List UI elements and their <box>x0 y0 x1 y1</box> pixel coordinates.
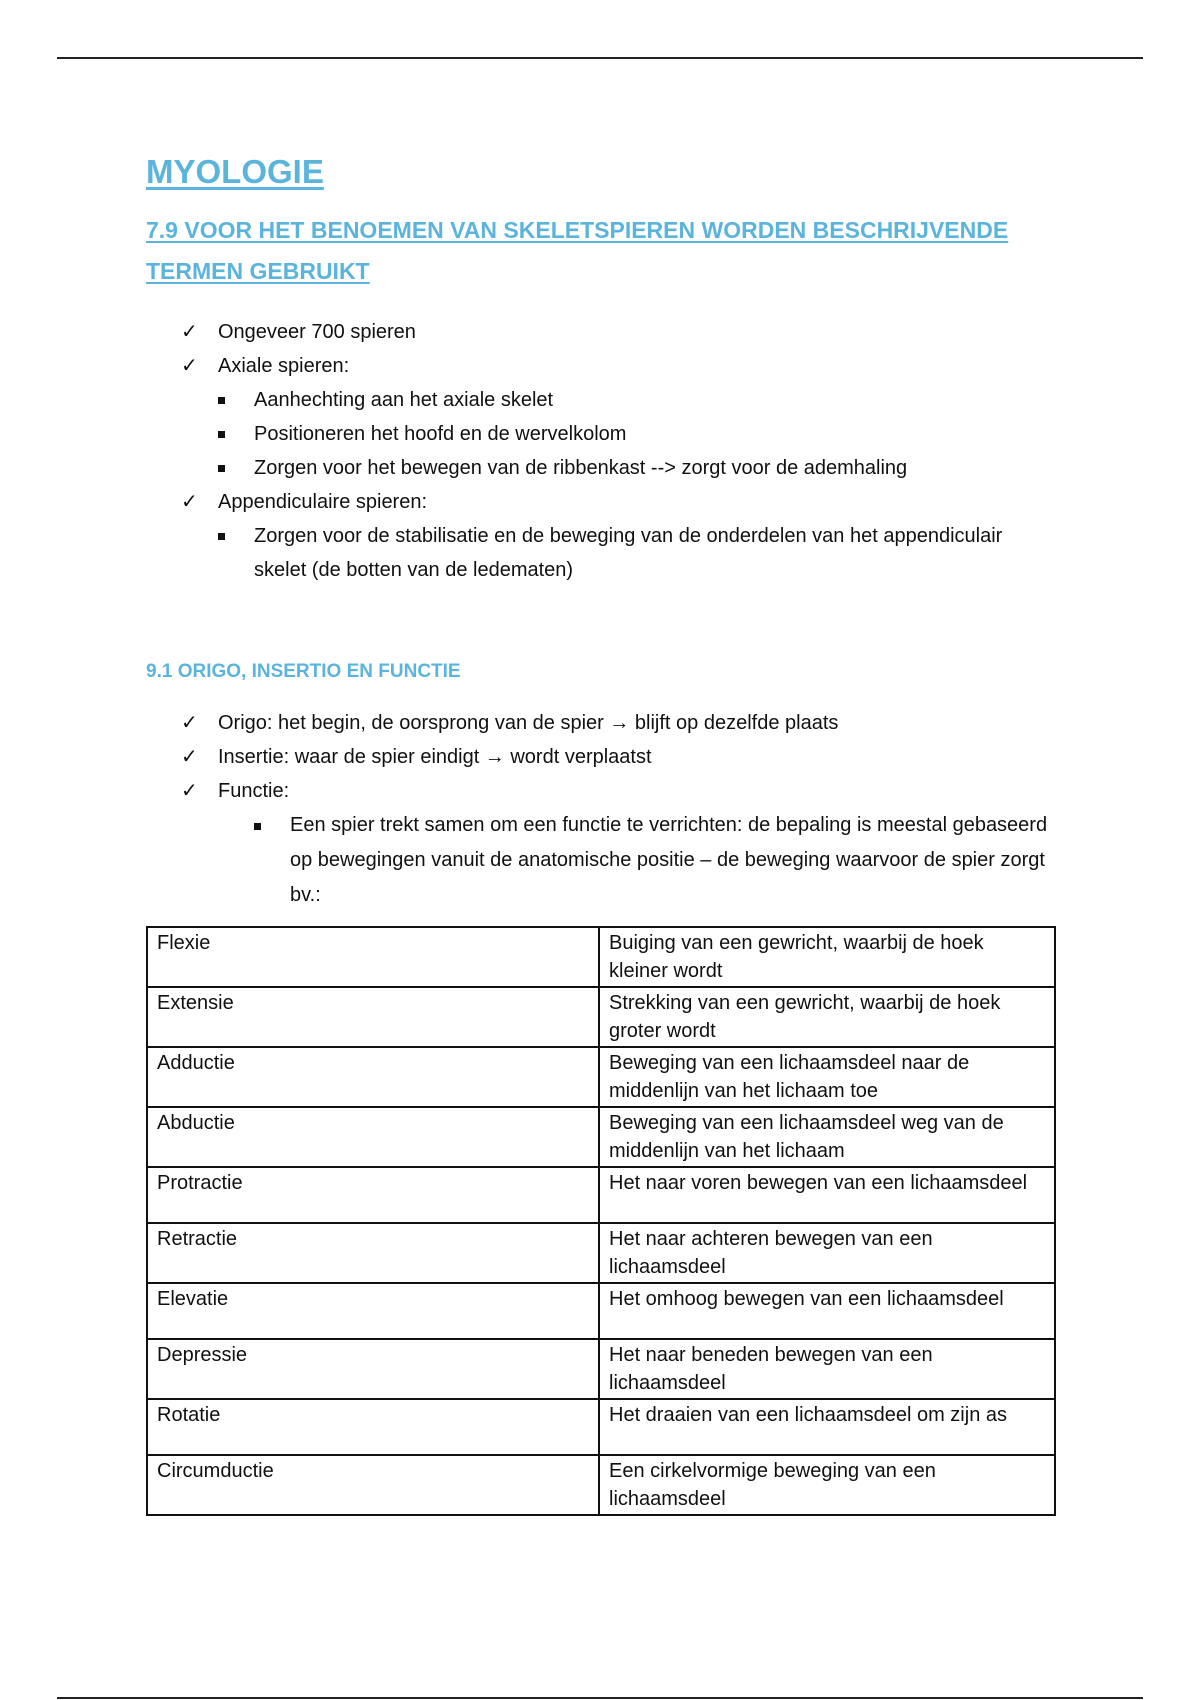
bottom-rule <box>57 1697 1143 1699</box>
definition-cell: Strekking van een gewricht, waarbij de hoek groter wordt <box>599 987 1055 1047</box>
table-row <box>147 1223 1055 1283</box>
table-row <box>147 1399 1055 1455</box>
term-cell: Depressie <box>147 1339 599 1399</box>
checklist-item <box>146 349 1056 485</box>
definition-cell: Buiging van een gewricht, waarbij de hoek kleiner wordt <box>599 927 1055 987</box>
section-7-9-list <box>146 315 1056 587</box>
checklist-item-text: Insertie: waar de spier eindigt → wordt verplaatst <box>218 746 652 768</box>
section-heading-7-9: 7.9 VOOR HET BENOEMEN VAN SKELETSPIEREN WORDEN BESCHRIJVENDE TERMEN GEBRUIKT <box>146 217 1009 284</box>
checklist-item-text: Origo: het begin, de oorsprong van de spier → blijft op dezelfde plaats <box>218 712 839 734</box>
sub-list <box>146 808 1056 913</box>
definition-cell: Een cirkelvormige beweging van een lichaamsdeel <box>599 1455 1055 1515</box>
definition-cell: Het draaien van een lichaamsdeel om zijn as <box>599 1399 1055 1455</box>
term-cell: Retractie <box>147 1223 599 1283</box>
table-row <box>147 1283 1055 1339</box>
sub-list-item-text: Zorgen voor het bewegen van de ribbenkast --> zorgt voor de ademhaling <box>254 457 908 479</box>
table-row <box>147 1455 1055 1515</box>
square-bullet-icon <box>218 533 225 540</box>
checklist <box>146 706 1056 913</box>
square-bullet-icon <box>254 823 261 830</box>
top-rule <box>57 57 1143 59</box>
definition-cell: Beweging van een lichaamsdeel naar de middenlijn van het lichaam toe <box>599 1047 1055 1107</box>
square-bullet-icon <box>218 431 225 438</box>
term-cell: Flexie <box>147 927 599 987</box>
page-content <box>146 148 1056 1516</box>
definition-cell: Het naar voren bewegen van een lichaamsdeel <box>599 1167 1055 1223</box>
sub-list-item <box>218 417 1056 451</box>
checkmark-icon: ✓ <box>181 744 198 768</box>
sub-list-item-text: Positioneren het hoofd en de wervelkolom <box>254 423 627 445</box>
table-row <box>147 1107 1055 1167</box>
checklist-item <box>146 315 1056 349</box>
definition-cell: Het naar beneden bewegen van een lichaamsdeel <box>599 1339 1055 1399</box>
term-cell: Protractie <box>147 1167 599 1223</box>
checkmark-icon: ✓ <box>181 778 198 802</box>
definition-cell: Het naar achteren bewegen van een lichaamsdeel <box>599 1223 1055 1283</box>
checklist-item <box>146 485 1056 587</box>
sub-list-item <box>218 519 1056 587</box>
movement-terms-table <box>146 926 1056 1516</box>
section-9-1 <box>146 658 1056 913</box>
page-title: MYOLOGIE <box>146 153 324 190</box>
square-bullet-icon <box>218 465 225 472</box>
checklist-item-text: Functie: <box>218 780 290 802</box>
term-cell: Elevatie <box>147 1283 599 1339</box>
checkmark-icon: ✓ <box>181 710 198 734</box>
checklist-item <box>146 706 1056 740</box>
sub-list-item-text: Een spier trekt samen om een functie te verrichten: de bepaling is meestal gebaseerd op bewegingen vanuit de anatomische positie – de beweging waarvoor de spier zorgt bv.: <box>290 814 1048 906</box>
checklist-item <box>146 740 1056 774</box>
definition-cell: Beweging van een lichaamsdeel weg van de middenlijn van het lichaam <box>599 1107 1055 1167</box>
term-cell: Abductie <box>147 1107 599 1167</box>
table-row <box>147 1167 1055 1223</box>
checkmark-icon: ✓ <box>181 353 198 377</box>
table-row <box>147 927 1055 987</box>
sub-list <box>146 519 1056 587</box>
term-cell: Rotatie <box>147 1399 599 1455</box>
table-row <box>147 1339 1055 1399</box>
term-cell: Extensie <box>147 987 599 1047</box>
table-row <box>147 987 1055 1047</box>
checkmark-icon: ✓ <box>181 319 198 343</box>
section-9-1-list <box>146 706 1056 913</box>
sub-list-item <box>254 808 1056 913</box>
checklist-item <box>146 774 1056 913</box>
sub-list <box>146 383 1056 485</box>
section-heading-9-1: 9.1 ORIGO, INSERTIO EN FUNCTIE <box>146 661 461 682</box>
definition-cell: Het omhoog bewegen van een lichaamsdeel <box>599 1283 1055 1339</box>
checklist-item-text: Appendiculaire spieren: <box>218 491 428 513</box>
checkmark-icon: ✓ <box>181 489 198 513</box>
sub-list-item <box>218 451 1056 485</box>
table-row <box>147 1047 1055 1107</box>
square-bullet-icon <box>218 397 225 404</box>
sub-list-item-text: Zorgen voor de stabilisatie en de beweging van de onderdelen van het appendiculair skelet (de botten van de ledematen) <box>254 525 1003 581</box>
sub-list-item-text: Aanhechting aan het axiale skelet <box>254 389 554 411</box>
term-cell: Circumductie <box>147 1455 599 1515</box>
checklist <box>146 315 1056 587</box>
checklist-item-text: Ongeveer 700 spieren <box>218 321 416 343</box>
sub-list-item <box>218 383 1056 417</box>
term-cell: Adductie <box>147 1047 599 1107</box>
checklist-item-text: Axiale spieren: <box>218 355 350 377</box>
